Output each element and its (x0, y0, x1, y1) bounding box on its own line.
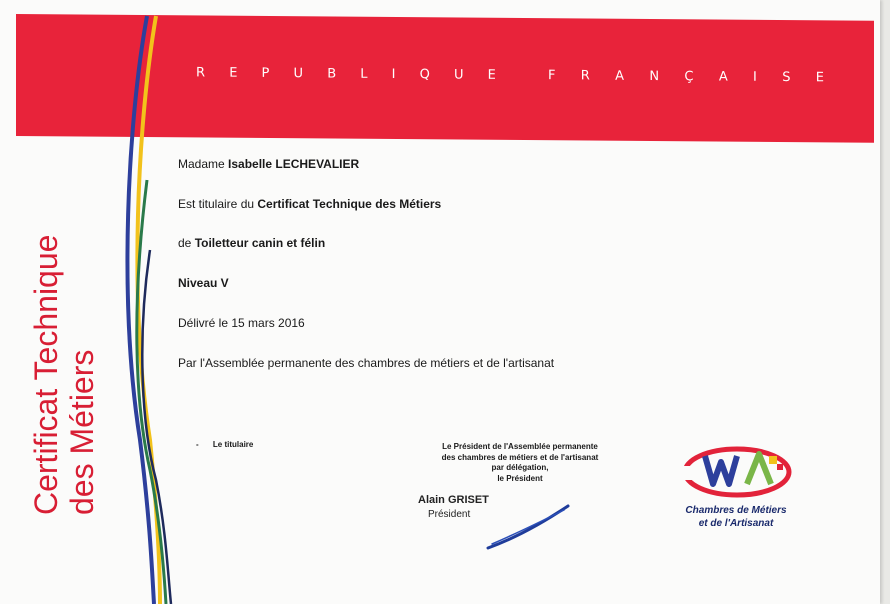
banner-letter: B (327, 66, 337, 82)
president-line-3: par délégation, (491, 463, 549, 472)
signer-name: Alain GRISET (418, 494, 489, 506)
level-value: Niveau V (178, 276, 229, 290)
specialty-prefix: de (178, 236, 192, 250)
cma-logo-line1: Chambres de Métiers (685, 505, 787, 516)
recipient-prefix: Madame (178, 157, 225, 171)
banner-letter: Ç (684, 69, 694, 85)
banner-republique (196, 65, 496, 82)
president-line-2: des chambres de métiers et de l'artisanat (441, 452, 599, 462)
side-title (28, 235, 100, 515)
banner-francaise (548, 68, 824, 85)
president-block (420, 442, 620, 484)
certificate-name: Certificat Technique des Métiers (257, 197, 442, 211)
cma-logo-icon (683, 444, 795, 504)
specialty-line (178, 236, 325, 250)
issued-line (178, 316, 305, 330)
banner-letter: F (548, 68, 556, 84)
banner-letter: S (782, 70, 791, 86)
banner-letter: I (391, 66, 396, 82)
holder-line (178, 197, 441, 211)
banner-letter: R (196, 65, 206, 81)
issued-date: Délivré le 15 mars 2016 (178, 316, 305, 330)
cma-logo-text (674, 504, 798, 530)
specialty-name: Toiletteur canin et félin (194, 236, 326, 250)
holder-label: Le titulaire (212, 440, 254, 449)
banner-letter: N (649, 68, 660, 85)
banner-letter: U (454, 67, 464, 83)
recipient-name: Isabelle LECHEVALIER (228, 157, 360, 171)
banner-letter: E (487, 67, 496, 83)
issuer-text: Par l'Assemblée permanente des chambres de métiers et de l'artisanat (178, 356, 555, 370)
banner-letter: E (815, 70, 824, 86)
issuer-line (178, 356, 554, 370)
president-line-4: le Président (497, 473, 543, 483)
level-line (178, 276, 229, 290)
banner-letter: P (261, 65, 270, 81)
holder-dash: - (196, 440, 199, 449)
president-line-1: Le Président de l'Assemblée permanente (442, 442, 598, 451)
banner-letter: L (360, 66, 368, 82)
banner-letter: A (718, 69, 728, 85)
side-title-line2: des Métiers (64, 349, 100, 515)
holder-prefix: Est titulaire du (178, 197, 255, 211)
handwritten-signature (480, 500, 580, 556)
cma-logo-line2: et de l'Artisanat (698, 518, 774, 529)
banner-letter: I (753, 69, 757, 85)
banner-letter: Q (419, 67, 430, 83)
recipient-line (178, 157, 359, 171)
banner-letter: E (229, 65, 238, 81)
banner-letter: R (580, 68, 590, 84)
side-title-line1: Certificat Technique (28, 234, 64, 515)
banner-letter: U (293, 66, 304, 82)
holder-signature-label (196, 440, 253, 449)
banner-letter: A (615, 68, 625, 84)
signer-role: Président (428, 509, 471, 520)
